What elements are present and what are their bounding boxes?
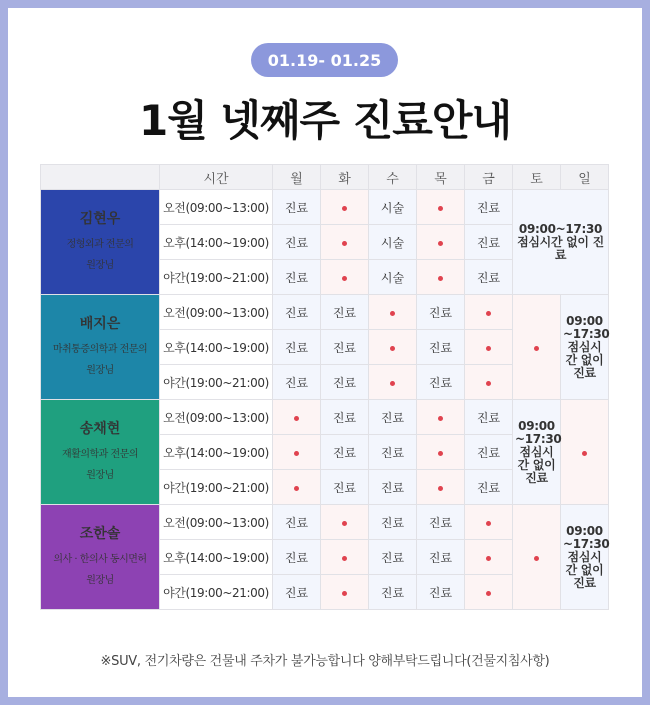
schedule-cell: 진료	[369, 470, 417, 505]
table-row	[41, 190, 609, 225]
closed-dot-icon	[534, 556, 539, 561]
closed-dot-icon	[294, 486, 299, 491]
time-slot-label: 오후(14:00~19:00)	[160, 225, 273, 260]
schedule-cell	[321, 540, 369, 575]
schedule-cell	[417, 225, 465, 260]
weekend-note: 09:00~17:30 점심시간 없이 진료	[513, 190, 609, 295]
closed-dot-icon	[438, 276, 443, 281]
closed-dot-icon	[342, 591, 347, 596]
closed-dot-icon	[582, 451, 587, 456]
time-slot-label: 야간(19:00~21:00)	[160, 470, 273, 505]
schedule-cell: 진료	[321, 330, 369, 365]
page-title: 1월 넷째주 진료안내	[138, 96, 512, 145]
schedule-cell	[273, 470, 321, 505]
sunday-note: 09:00 ~17:30 점심시간 없이 진료	[561, 505, 609, 610]
schedule-cell: 진료	[321, 365, 369, 400]
schedule-cell	[273, 435, 321, 470]
schedule-cell: 진료	[273, 260, 321, 295]
closed-dot-icon	[486, 591, 491, 596]
schedule-cell: 진료	[465, 400, 513, 435]
closed-dot-icon	[342, 241, 347, 246]
doctor-info	[41, 505, 160, 610]
schedule-cell: 진료	[417, 295, 465, 330]
time-slot-label: 야간(19:00~21:00)	[160, 575, 273, 610]
schedule-cell	[321, 575, 369, 610]
header-day-thu: 목	[417, 165, 465, 190]
doctor-name: 조한솔	[79, 526, 121, 542]
header-time: 시간	[160, 165, 273, 190]
schedule-cell	[321, 505, 369, 540]
closed-dot-icon	[534, 346, 539, 351]
schedule-cell: 진료	[465, 260, 513, 295]
time-slot-label: 오후(14:00~19:00)	[160, 330, 273, 365]
time-slot-label: 오전(09:00~13:00)	[160, 190, 273, 225]
doctor-specialty: 의사 · 한의사 동시면허	[53, 554, 147, 565]
schedule-cell	[417, 435, 465, 470]
schedule-cell: 진료	[321, 470, 369, 505]
sunday-cell	[561, 400, 609, 505]
time-slot-label: 오후(14:00~19:00)	[160, 540, 273, 575]
schedule-cell: 진료	[417, 540, 465, 575]
schedule-cell: 진료	[417, 505, 465, 540]
schedule-cell	[273, 400, 321, 435]
closed-dot-icon	[438, 451, 443, 456]
schedule-cell	[465, 330, 513, 365]
schedule-cell	[465, 365, 513, 400]
schedule-cell: 진료	[273, 575, 321, 610]
table-row	[41, 505, 609, 540]
closed-dot-icon	[342, 521, 347, 526]
closed-dot-icon	[294, 416, 299, 421]
schedule-cell: 시술	[369, 190, 417, 225]
time-slot-label: 야간(19:00~21:00)	[160, 365, 273, 400]
header-day-fri: 금	[465, 165, 513, 190]
closed-dot-icon	[390, 381, 395, 386]
closed-dot-icon	[342, 276, 347, 281]
doctor-specialty: 정형외과 전문의	[66, 239, 134, 250]
schedule-cell: 진료	[273, 540, 321, 575]
schedule-cell: 진료	[273, 190, 321, 225]
schedule-cell	[321, 190, 369, 225]
header-day-tue: 화	[321, 165, 369, 190]
schedule-cell: 진료	[273, 365, 321, 400]
schedule-cell: 진료	[273, 295, 321, 330]
schedule-cell: 진료	[369, 435, 417, 470]
doctor-name: 배지은	[79, 316, 121, 332]
schedule-cell: 진료	[321, 400, 369, 435]
saturday-cell	[513, 295, 561, 400]
closed-dot-icon	[486, 311, 491, 316]
closed-dot-icon	[342, 556, 347, 561]
sunday-note: 09:00 ~17:30 점심시간 없이 진료	[561, 295, 609, 400]
doctor-name: 송채현	[79, 421, 121, 437]
doctor-specialty: 마취통증의학과 전문의	[52, 344, 148, 355]
schedule-cell	[465, 575, 513, 610]
doctor-title: 원장님	[86, 260, 114, 271]
time-slot-label: 오전(09:00~13:00)	[160, 505, 273, 540]
doctor-title: 원장님	[86, 365, 114, 376]
schedule-cell	[321, 225, 369, 260]
schedule-cell: 시술	[369, 225, 417, 260]
schedule-cell	[417, 190, 465, 225]
header-day-wed: 수	[369, 165, 417, 190]
date-range-badge: 01.19- 01.25	[251, 43, 398, 77]
schedule-cell: 진료	[273, 505, 321, 540]
doctor-info	[41, 400, 160, 505]
doctor-title: 원장님	[86, 470, 114, 481]
header-day-sun: 일	[561, 165, 609, 190]
schedule-cell: 진료	[369, 540, 417, 575]
closed-dot-icon	[486, 521, 491, 526]
schedule-cell	[369, 365, 417, 400]
doctor-name: 김현우	[79, 211, 121, 227]
saturday-note: 09:00 ~17:30 점심시간 없이 진료	[513, 400, 561, 505]
schedule-cell: 진료	[465, 225, 513, 260]
schedule-cell	[465, 505, 513, 540]
schedule-cell: 진료	[417, 575, 465, 610]
schedule-cell: 진료	[417, 365, 465, 400]
schedule-cell: 진료	[273, 225, 321, 260]
closed-dot-icon	[294, 451, 299, 456]
schedule-cell	[321, 260, 369, 295]
closed-dot-icon	[486, 346, 491, 351]
schedule-cell: 진료	[465, 435, 513, 470]
doctor-info	[41, 295, 160, 400]
schedule-cell: 진료	[369, 400, 417, 435]
doctor-title: 원장님	[86, 575, 114, 586]
schedule-cell	[417, 470, 465, 505]
schedule-cell: 진료	[417, 330, 465, 365]
schedule-cell: 진료	[465, 470, 513, 505]
closed-dot-icon	[390, 311, 395, 316]
closed-dot-icon	[486, 381, 491, 386]
doctor-specialty: 재활의학과 전문의	[62, 449, 138, 460]
table-row	[41, 295, 609, 330]
doctor-info	[41, 190, 160, 295]
schedule-table	[40, 164, 609, 610]
schedule-cell: 진료	[273, 330, 321, 365]
closed-dot-icon	[486, 556, 491, 561]
time-slot-label: 야간(19:00~21:00)	[160, 260, 273, 295]
schedule-cell: 진료	[321, 295, 369, 330]
header-day-sat: 토	[513, 165, 561, 190]
table-row	[41, 400, 609, 435]
schedule-cell	[465, 295, 513, 330]
closed-dot-icon	[438, 241, 443, 246]
schedule-cell: 진료	[369, 575, 417, 610]
closed-dot-icon	[438, 486, 443, 491]
schedule-cell: 시술	[369, 260, 417, 295]
saturday-cell	[513, 505, 561, 610]
schedule-cell	[417, 260, 465, 295]
schedule-cell	[369, 330, 417, 365]
closed-dot-icon	[342, 206, 347, 211]
schedule-cell: 진료	[465, 190, 513, 225]
header-corner	[41, 165, 160, 190]
closed-dot-icon	[438, 416, 443, 421]
header-day-mon: 월	[273, 165, 321, 190]
closed-dot-icon	[438, 206, 443, 211]
schedule-cell	[465, 540, 513, 575]
time-slot-label: 오전(09:00~13:00)	[160, 295, 273, 330]
schedule-cell: 진료	[369, 505, 417, 540]
closed-dot-icon	[390, 346, 395, 351]
schedule-cell	[417, 400, 465, 435]
schedule-cell	[369, 295, 417, 330]
header-row	[41, 165, 609, 190]
time-slot-label: 오전(09:00~13:00)	[160, 400, 273, 435]
parking-notice: ※SUV, 전기차량은 건물내 주차가 불가능합니다 양해부탁드립니다(건물지침사항)	[100, 654, 550, 669]
schedule-cell: 진료	[321, 435, 369, 470]
time-slot-label: 오후(14:00~19:00)	[160, 435, 273, 470]
